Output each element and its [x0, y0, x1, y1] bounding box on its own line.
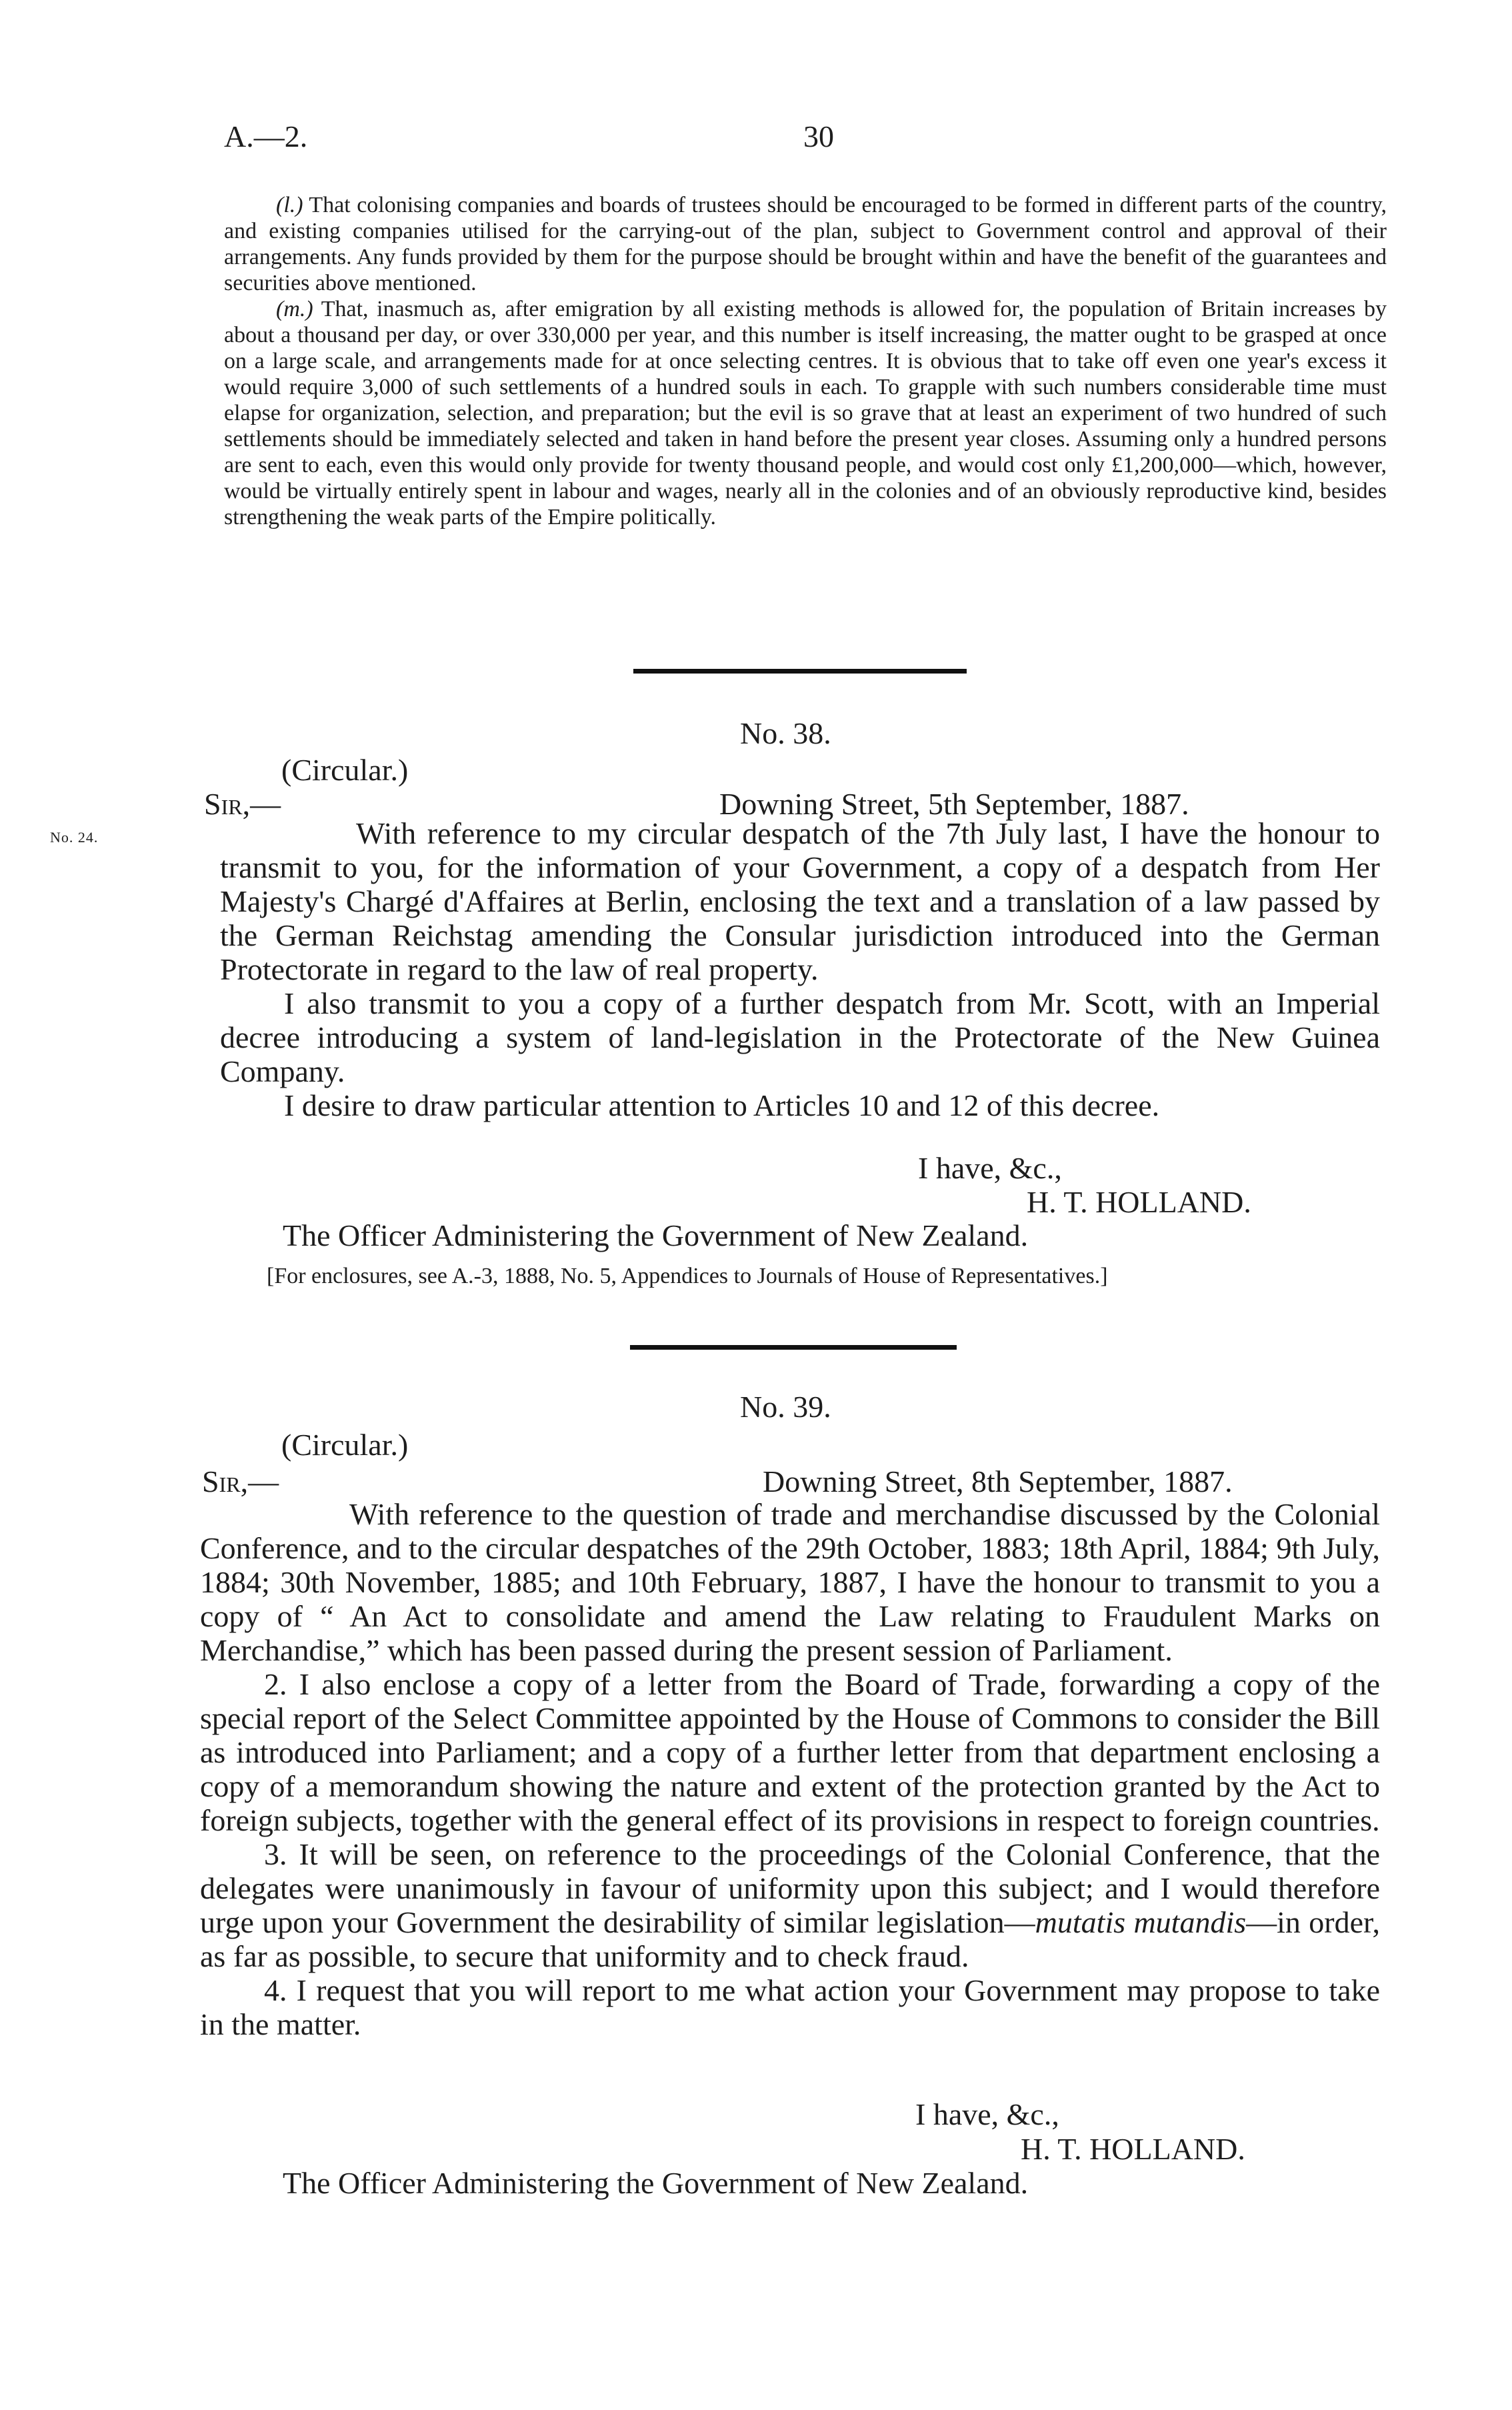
- despatch-38-paragraph-2: I also transmit to you a copy of a further despatch from Mr. Scott, with an Imperial decree introducing a system of land-legislation in the Protectorate of the New Guinea Company.: [220, 986, 1380, 1088]
- paragraph-m: (m.) That, inasmuch as, after emigration by all existing methods is allowed for, the population of Britain increases by about a thousand per day, or over 330,000 per year, and this number is itself increasing, the matter ought to be grasped at once on a large scale, and arrangements made for at once selecting centres. It is obvious that to take off even one year's excess it would require 3,000 of such settlements of a hundred souls in each. To grapple with such numbers considerable time must elapse for organization, selection, and preparation; but the evil is so grave that at least an experiment of two hundred of such settlements should be immediately selected and taken in hand before the present year closes. Assuming only a hundred persons are sent to each, even this would only provide for twenty thousand people, and would cost only £1,200,000—which, however, would be virtually entirely spent in labour and wages, nearly all in the colonies and of an obviously reproductive kind, besides strengthening the weak parts of the Empire politically.: [224, 297, 1387, 529]
- despatch-39-salutation: Sir,—: [202, 1464, 279, 1498]
- enclosure-note: [For enclosures, see A.-3, 1888, No. 5, Appendices to Journals of House of Representatives.]: [267, 1264, 1108, 1288]
- despatch-39-title: No. 39.: [740, 1390, 831, 1424]
- section-divider: [630, 1345, 957, 1350]
- document-reference: A.—2.: [224, 119, 308, 153]
- despatch-38-paragraph-1: With reference to my circular despatch of the 7th July last, I have the honour to transmit to you, for the information of your Government, a copy of a despatch from Her Majesty's Chargé d'Affaires at Berlin, enclosing the text and a translation of a law passed by the German Reichstag amending the Consular jurisdiction introduced into the German Protectorate in regard to the law of real property.: [220, 816, 1380, 986]
- despatch-39-addressee: The Officer Administering the Government of New Zealand.: [283, 2166, 1029, 2200]
- margin-reference: No. 24.: [50, 829, 99, 846]
- page-number: 30: [803, 119, 834, 153]
- section-divider: [633, 669, 967, 674]
- paragraph-m-label: (m.): [276, 297, 313, 321]
- despatch-39-closing: I have, &c.,: [915, 2097, 1059, 2131]
- despatch-39-paragraph-1: With reference to the question of trade and merchandise discussed by the Colonial Conference, and to the circular despatches of the 29th October, 1883; 18th April, 1884; 9th July, 1884; 30th November, 1885; and 10th February, 1887, I have the honour to transmit to you a copy of “ An Act to consolidate and amend the Law relating to Fraudulent Marks on Merchandise,” which has been passed during the present session of Parliament.: [200, 1497, 1380, 1667]
- paragraph-l-label: (l.): [276, 193, 303, 217]
- despatch-38-place-date: Downing Street, 5th September, 1887.: [719, 787, 1189, 821]
- despatch-38-closing: I have, &c.,: [918, 1151, 1062, 1185]
- despatch-39-paragraph-3: 3. It will be seen, on reference to the proceedings of the Colonial Conference, that the delegates were unanimously in favour of uniformity upon this subject; and I would therefore urge upon your Government the desirability of similar legislation—mutatis mutandis—in order, as far as possible, to secure that uniformity and to check fraud.: [200, 1837, 1380, 1973]
- intro-section: [224, 192, 1387, 530]
- despatch-38-addressee: The Officer Administering the Government of New Zealand.: [283, 1218, 1029, 1252]
- despatch-38-paragraph-3: I desire to draw particular attention to Articles 10 and 12 of this decree.: [284, 1088, 1160, 1122]
- despatch-38-circular: (Circular.): [281, 753, 409, 787]
- despatch-38-title: No. 38.: [740, 716, 831, 750]
- despatch-39-place-date: Downing Street, 8th September, 1887.: [763, 1464, 1233, 1498]
- despatch-39-circular: (Circular.): [281, 1428, 409, 1462]
- latin-phrase: mutatis mutandis: [1035, 1905, 1247, 1939]
- despatch-38-signature: H. T. HOLLAND.: [1027, 1185, 1251, 1219]
- despatch-39-paragraph-4: 4. I request that you will report to me what action your Government may propose to take in the matter.: [200, 1973, 1380, 2041]
- despatch-38-body: [220, 816, 1380, 1122]
- despatch-39-paragraph-2: 2. I also enclose a copy of a letter from the Board of Trade, forwarding a copy of the special report of the Select Committee appointed by the House of Commons to consider the Bill as introduced into Parliament; and a copy of a further letter from that department enclosing a copy of a memorandum showing the nature and extent of the protection granted by the Act to foreign subjects, together with the general effect of its provisions in respect to foreign countries.: [200, 1667, 1380, 1837]
- paragraph-l: (l.) That colonising companies and boards of trustees should be encouraged to be formed in different parts of the country, and existing companies utilised for the carrying-out of the plan, subject to Government control and approval of their arrangements. Any funds provided by them for the purpose should be brought within and have the benefit of the guarantees and securities above mentioned.: [224, 193, 1387, 295]
- despatch-39-signature: H. T. HOLLAND.: [1021, 2132, 1245, 2166]
- despatch-39-body: [200, 1497, 1380, 2041]
- despatch-38-salutation: Sir,—: [204, 787, 281, 821]
